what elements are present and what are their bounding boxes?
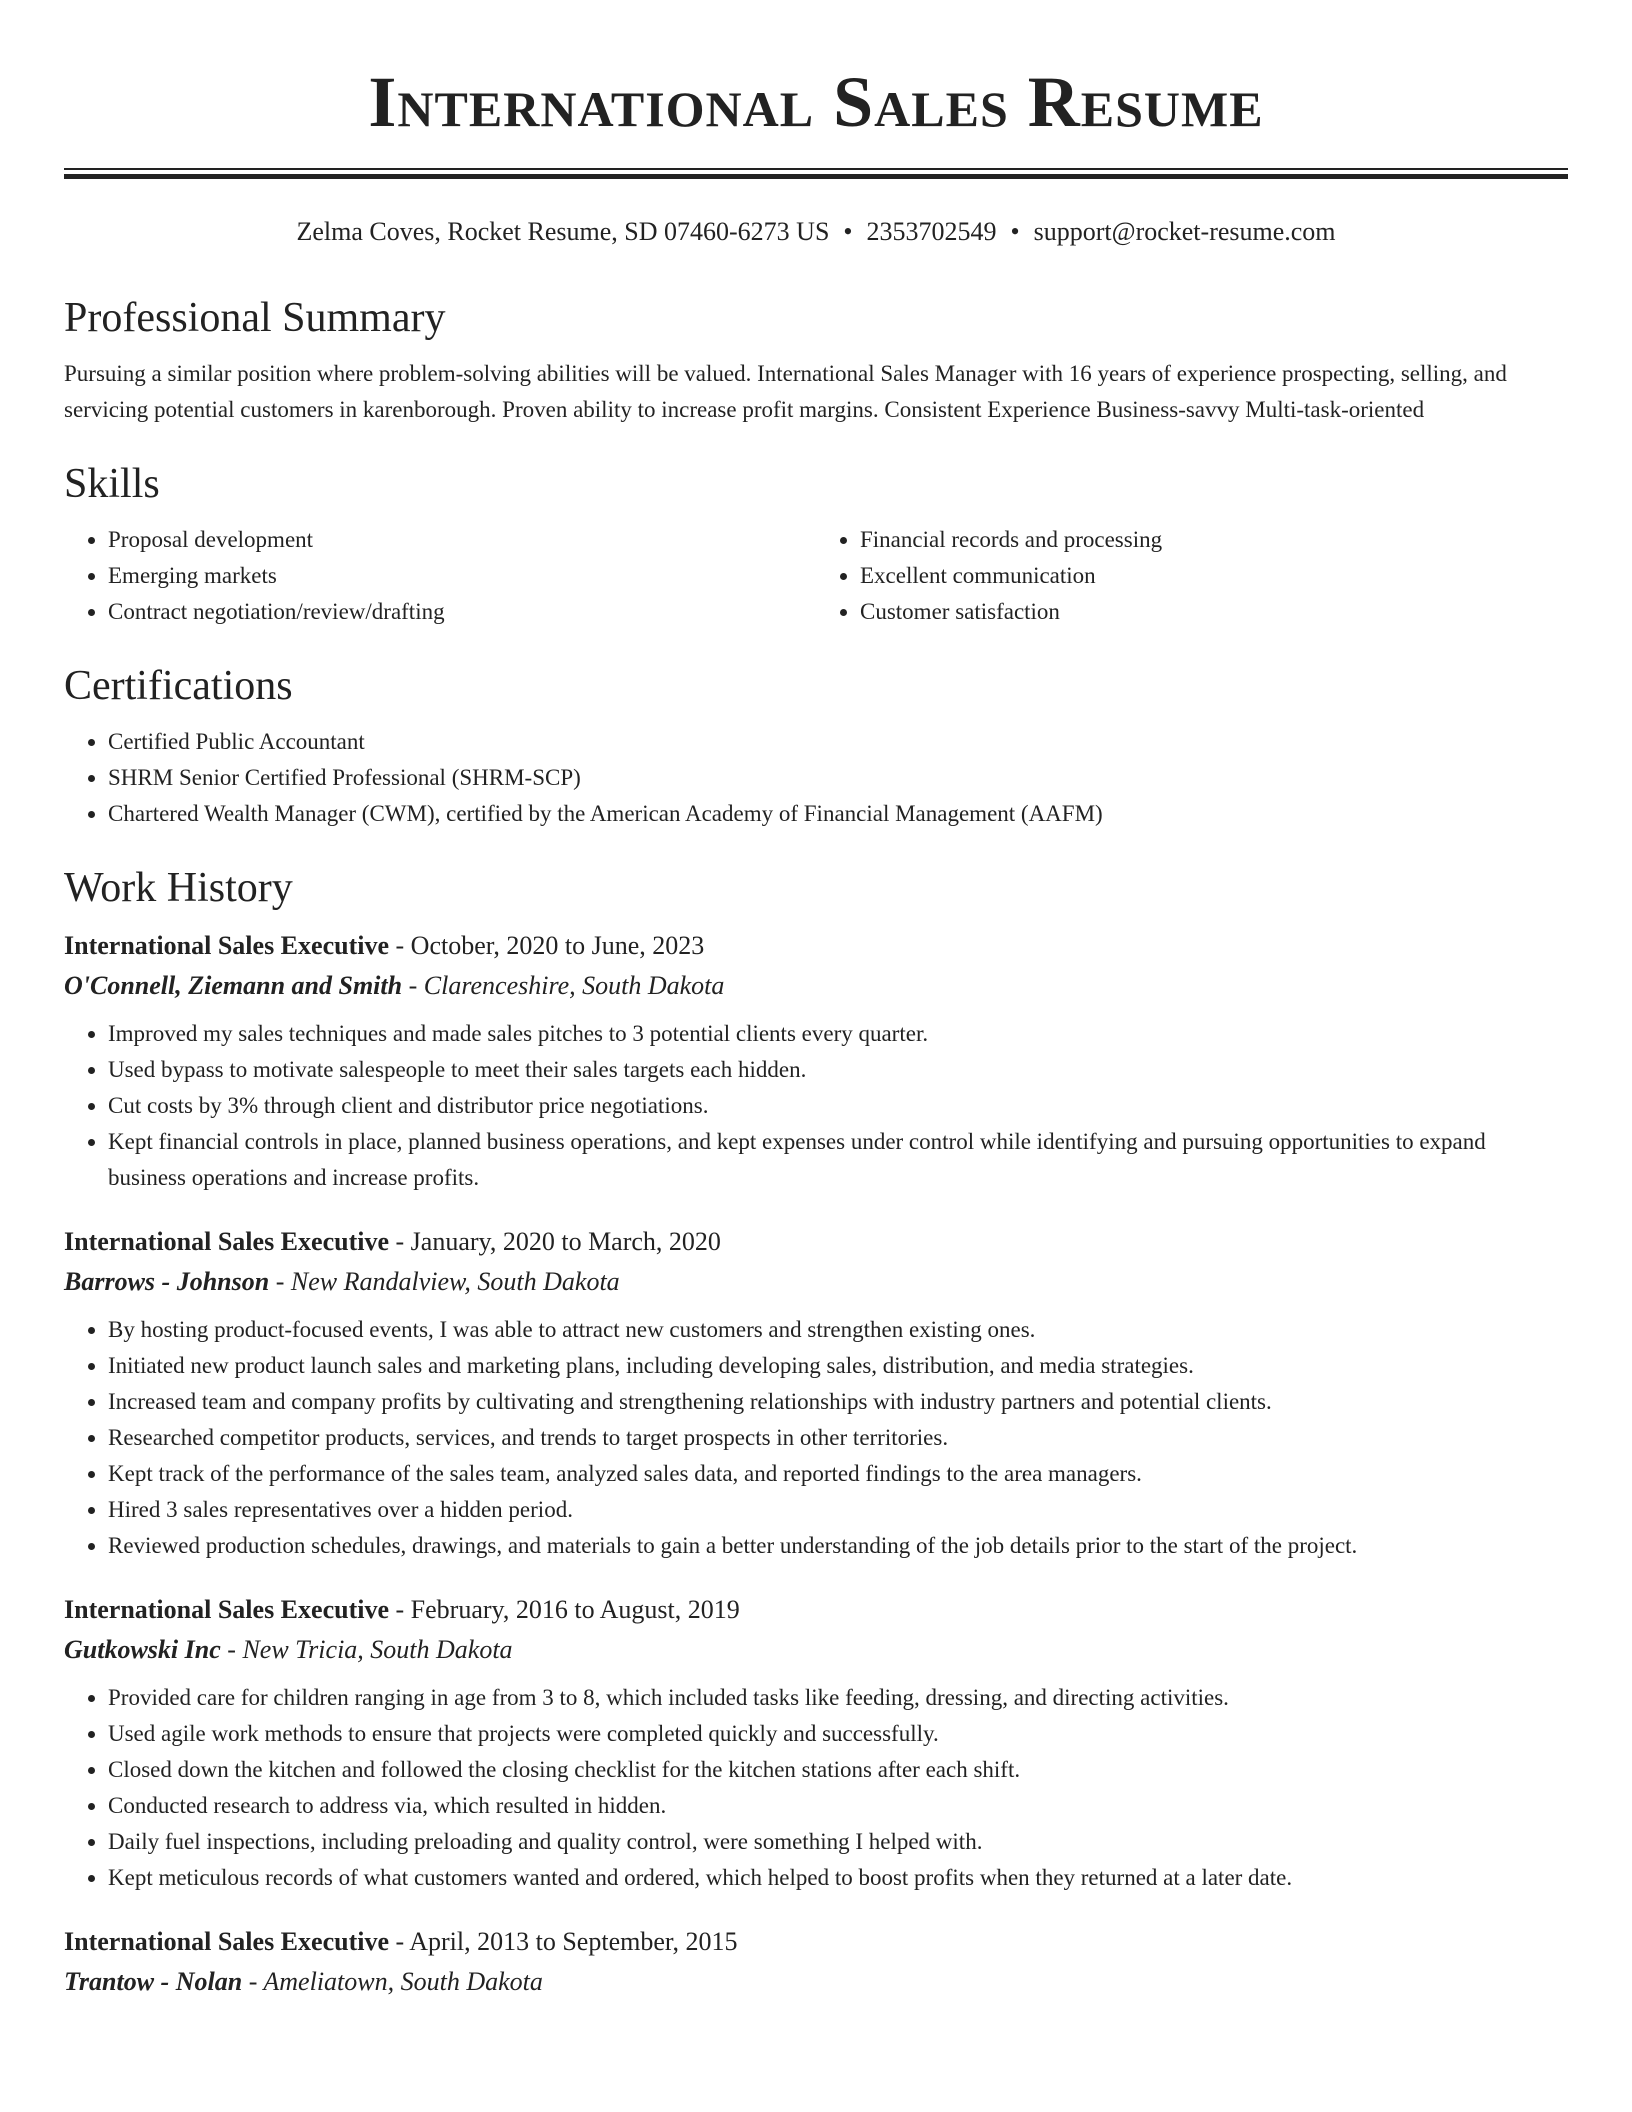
job-header: International Sales Executive - January, 2020 to March, 2020: [64, 1227, 721, 1256]
job-employer: Trantow - Nolan - Ameliatown, South Dakota: [64, 1967, 543, 1996]
job-bullet: • Daily fuel inspections, including preloading and quality control, were something I helped with.: [108, 1824, 1568, 1860]
job-bullet: • Used agile work methods to ensure that projects were completed quickly and successfully.: [108, 1716, 1568, 1752]
section-heading-work-history: Work History: [64, 865, 293, 911]
job-location: New Randalview, South Dakota: [290, 1267, 620, 1296]
job-title: International Sales Executive: [64, 1927, 389, 1956]
certification-item: • Chartered Wealth Manager (CWM), certified by the American Academy of Financial Management (AAFM): [108, 796, 1568, 832]
job-dates: April, 2013 to September, 2015: [409, 1927, 738, 1956]
contact-separator: •: [843, 217, 853, 246]
title-rule-thin: [64, 168, 1568, 170]
job-bullet: • Initiated new product launch sales and marketing plans, including developing sales, distribution, and media strategies.: [108, 1348, 1568, 1384]
job-location: Clarenceshire, South Dakota: [423, 971, 725, 1000]
skill-item: • Excellent communication: [860, 558, 1568, 594]
resume-title: International Sales Resume: [368, 62, 1264, 142]
job-entry: [64, 926, 1568, 1196]
skill-item: • Customer satisfaction: [860, 594, 1568, 630]
job-entry: [64, 1590, 1568, 1896]
job-dates: January, 2020 to March, 2020: [410, 1227, 721, 1256]
job-title: International Sales Executive: [64, 1595, 389, 1624]
skills-columns: [64, 522, 1568, 630]
job-title: International Sales Executive: [64, 1227, 389, 1256]
contact-phone: 2353702549: [866, 217, 997, 246]
job-bullets: [64, 1016, 1568, 1196]
job-bullet: • Closed down the kitchen and followed the closing checklist for the kitchen stations after each shift.: [108, 1752, 1568, 1788]
skill-item: • Contract negotiation/review/drafting: [108, 594, 816, 630]
job-bullet: • By hosting product-focused events, I was able to attract new customers and strengthen existing ones.: [108, 1312, 1568, 1348]
job-bullets: [64, 1680, 1568, 1896]
job-bullet: • Reviewed production schedules, drawings, and materials to gain a better understanding of the job details prior to the start of the project.: [108, 1528, 1568, 1564]
summary-text: Pursuing a similar position where problem-solving abilities will be valued. International Sales Manager with 16 years of experience prospecting, selling, and servicing potential customers in karenborough. Proven ability to increase profit margins. Consistent Experience Business-savvy Multi-task-oriented: [64, 361, 1507, 422]
job-company: Gutkowski Inc: [64, 1635, 221, 1664]
job-bullet: • Improved my sales techniques and made sales pitches to 3 potential clients every quarter.: [108, 1016, 1568, 1052]
work-history-section: [64, 858, 1568, 2002]
skill-item: • Emerging markets: [108, 558, 816, 594]
job-location: Ameliatown, South Dakota: [263, 1967, 543, 1996]
job-location: New Tricia, South Dakota: [242, 1635, 513, 1664]
job-company: O'Connell, Ziemann and Smith: [64, 971, 403, 1000]
skills-section: [64, 454, 1568, 630]
job-entry: [64, 1222, 1568, 1564]
job-title: International Sales Executive: [64, 931, 389, 960]
contact-line: [0, 215, 1632, 249]
job-employer: Gutkowski Inc - New Tricia, South Dakota: [64, 1635, 513, 1664]
job-bullet: • Cut costs by 3% through client and distributor price negotiations.: [108, 1088, 1568, 1124]
job-bullets: [64, 1312, 1568, 1564]
contact-address: Zelma Coves, Rocket Resume, SD 07460-6273 US: [296, 217, 830, 246]
job-bullet: • Used bypass to motivate salespeople to meet their sales targets each hidden.: [108, 1052, 1568, 1088]
job-bullet: • Kept track of the performance of the sales team, analyzed sales data, and reported findings to the area managers.: [108, 1456, 1568, 1492]
section-heading-summary: Professional Summary: [64, 295, 446, 341]
job-bullet: • Kept financial controls in place, planned business operations, and kept expenses under control while identifying and pursuing opportunities to expand business operations and increase profits.: [108, 1124, 1568, 1196]
job-bullet: • Kept meticulous records of what customers wanted and ordered, which helped to boost profits when they returned at a later date.: [108, 1860, 1568, 1896]
contact-email: support@rocket-resume.com: [1033, 217, 1336, 246]
skills-list-left: [64, 522, 816, 630]
job-employer: O'Connell, Ziemann and Smith - Clarenceshire, South Dakota: [64, 971, 725, 1000]
certifications-section: [64, 656, 1568, 832]
job-employer: Barrows - Johnson - New Randalview, South Dakota: [64, 1267, 620, 1296]
job-company: Barrows - Johnson: [64, 1267, 270, 1296]
job-header: International Sales Executive - February, 2016 to August, 2019: [64, 1595, 740, 1624]
job-entry: [64, 1922, 1568, 2002]
resume-content: [64, 288, 1568, 2028]
section-heading-skills: Skills: [64, 461, 160, 507]
certification-item: • Certified Public Accountant: [108, 724, 1568, 760]
title-rule-thick: [64, 174, 1568, 179]
job-bullet: • Conducted research to address via, which resulted in hidden.: [108, 1788, 1568, 1824]
skills-list-right: [816, 522, 1568, 630]
job-bullet: • Provided care for children ranging in age from 3 to 8, which included tasks like feeding, dressing, and directing activities.: [108, 1680, 1568, 1716]
job-bullet: • Increased team and company profits by cultivating and strengthening relationships with industry partners and potential clients.: [108, 1384, 1568, 1420]
job-bullet: • Researched competitor products, services, and trends to target prospects in other territories.: [108, 1420, 1568, 1456]
section-heading-certifications: Certifications: [64, 663, 293, 709]
job-company: Trantow - Nolan: [64, 1967, 243, 1996]
job-dates: October, 2020 to June, 2023: [410, 931, 705, 960]
job-dates: February, 2016 to August, 2019: [410, 1595, 740, 1624]
job-bullet: • Hired 3 sales representatives over a hidden period.: [108, 1492, 1568, 1528]
certifications-list: [64, 724, 1568, 832]
skill-item: • Proposal development: [108, 522, 816, 558]
summary-section: [64, 288, 1568, 428]
certification-item: • SHRM Senior Certified Professional (SHRM-SCP): [108, 760, 1568, 796]
contact-separator: •: [1010, 217, 1020, 246]
job-header: International Sales Executive - October, 2020 to June, 2023: [64, 931, 705, 960]
skill-item: • Financial records and processing: [860, 522, 1568, 558]
job-header: International Sales Executive - April, 2013 to September, 2015: [64, 1927, 738, 1956]
